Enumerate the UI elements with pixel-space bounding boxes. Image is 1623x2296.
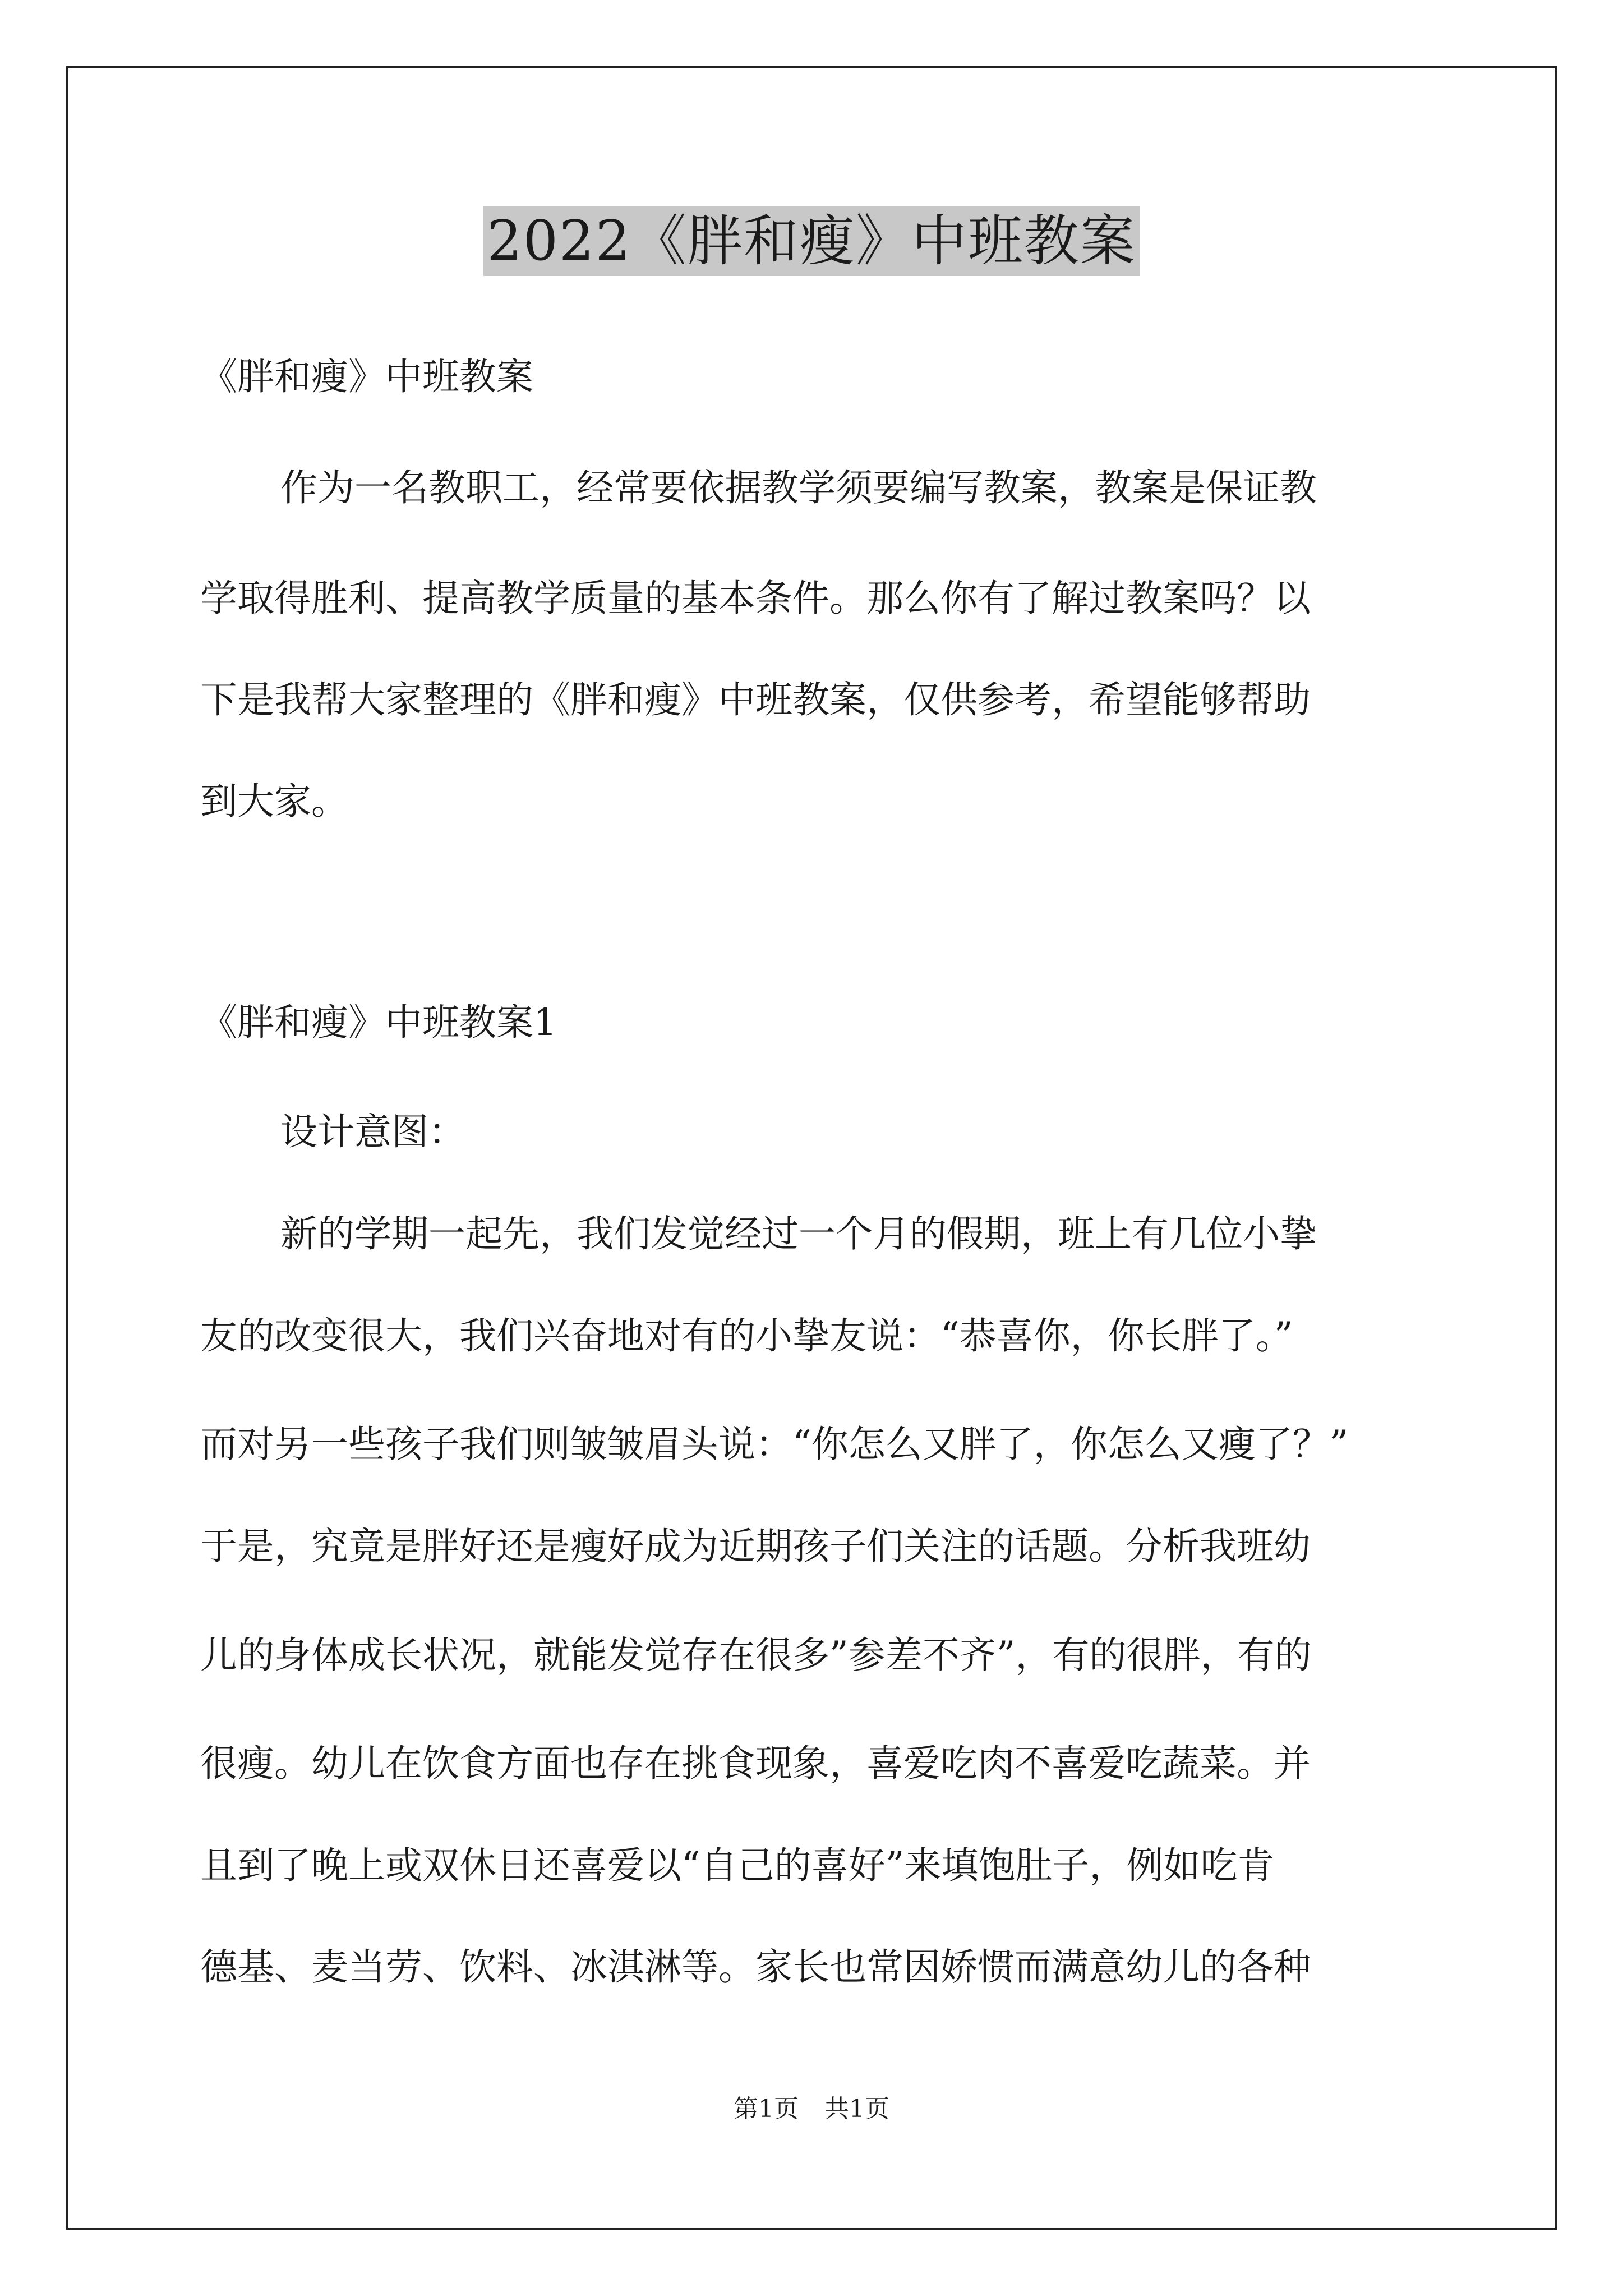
body-line-8: 德基、麦当劳、饮料、冰淇淋等。家长也常因娇惯而满意幼儿的各种	[200, 1945, 1311, 1989]
subtitle: 《胖和瘦》中班教案	[200, 355, 533, 398]
intro-line-2: 学取得胜利、提高教学质量的基本条件。那么你有了解过教案吗？以	[200, 577, 1311, 620]
intro-line-3: 下是我帮大家整理的《胖和瘦》中班教案，仅供参考，希望能够帮助	[200, 678, 1311, 721]
design-label: 设计意图：	[280, 1110, 465, 1153]
intro-line-4: 到大家。	[200, 780, 348, 823]
body-line-6: 很瘦。幼儿在饮食方面也存在挑食现象，喜爱吃肉不喜爱吃蔬菜。并	[200, 1742, 1311, 1785]
page-total: 共1页	[824, 2095, 889, 2123]
body-line-4: 于是，究竟是胖好还是瘦好成为近期孩子们关注的话题。分析我班幼	[200, 1525, 1311, 1568]
body-line-5: 儿的身体成长状况，就能发觉存在很多”参差不齐”，有的很胖，有的	[200, 1634, 1312, 1677]
body-line-3: 而对另一些孩子我们则皱皱眉头说：“你怎么又胖了，你怎么又瘦了？”	[200, 1423, 1349, 1466]
page-number: 第1页	[734, 2095, 799, 2123]
body-line-1: 新的学期一起先，我们发觉经过一个月的假期，班上有几位小挚	[280, 1212, 1317, 1255]
intro-line-1: 作为一名教职工，经常要依据教学须要编写教案，教案是保证教	[280, 466, 1317, 509]
page-footer	[0, 2093, 1623, 2125]
body-line-2: 友的改变很大，我们兴奋地对有的小挚友说：“恭喜你，你长胖了。”	[200, 1314, 1293, 1358]
document-title: 2022《胖和瘦》中班教案	[483, 206, 1139, 276]
title-container	[0, 206, 1623, 276]
body-line-7: 且到了晚上或双休日还喜爱以“自己的喜好”来填饱肚子，例如吃肯	[200, 1844, 1275, 1887]
section-heading: 《胖和瘦》中班教案1	[200, 1001, 557, 1044]
